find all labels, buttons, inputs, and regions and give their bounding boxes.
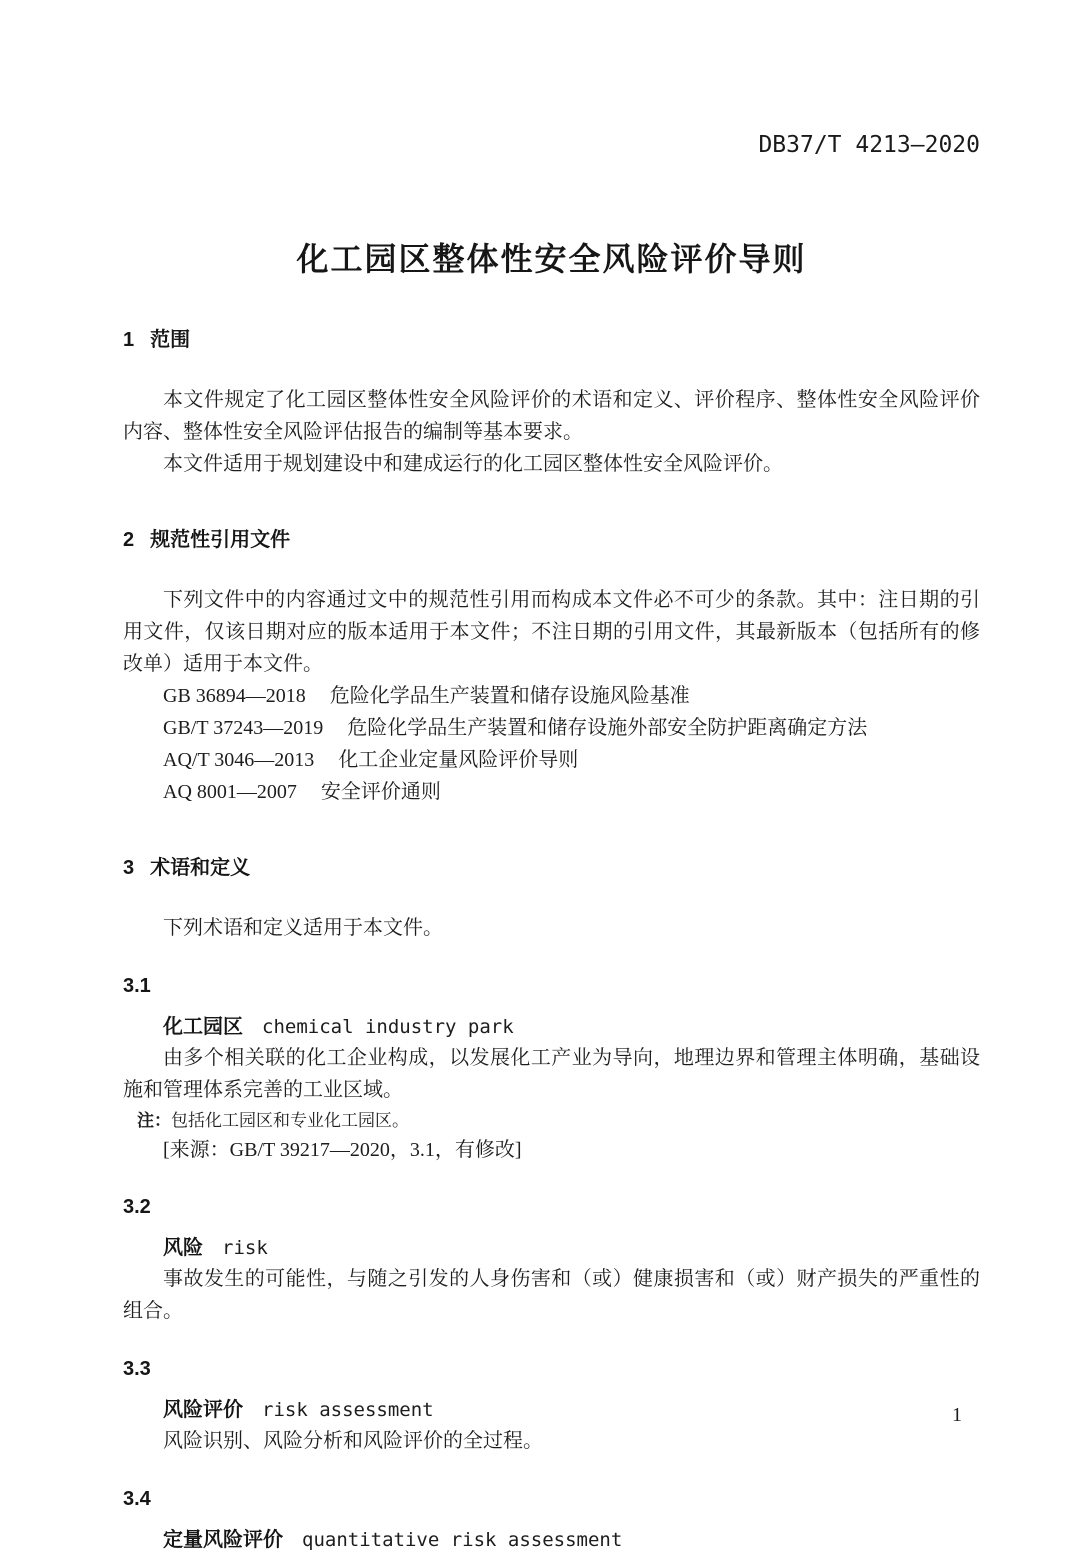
reference-item bbox=[123, 680, 980, 712]
reference-item bbox=[123, 744, 980, 776]
term-heading bbox=[123, 1395, 980, 1425]
term-clause-number: 3.1 bbox=[123, 975, 151, 997]
term-clause-number: 3.4 bbox=[123, 1488, 151, 1510]
reference-item bbox=[123, 776, 980, 808]
terms-intro: 下列术语和定义适用于本文件。 bbox=[163, 917, 443, 939]
term-heading bbox=[123, 1525, 980, 1555]
reference-list bbox=[123, 680, 980, 808]
term-block bbox=[123, 974, 980, 1165]
term-name-english: risk assessment bbox=[262, 1399, 434, 1421]
term-note-label: 注： bbox=[137, 1111, 171, 1130]
term-name-chinese: 风险 bbox=[163, 1237, 203, 1259]
terms-list bbox=[123, 974, 980, 1555]
term-definition: 由多个相关联的化工企业构成，以发展化工产业为导向，地理边界和管理主体明确，基础设施和管理体系完善的工业区域。 bbox=[123, 1047, 980, 1101]
reference-code: GB/T 37243—2019 bbox=[163, 717, 324, 739]
section-title: 术语和定义 bbox=[150, 857, 251, 879]
term-name-english: quantitative risk assessment bbox=[302, 1529, 623, 1551]
term-note-text: 包括化工园区和专业化工园区。 bbox=[171, 1111, 409, 1130]
reference-title: 危险化学品生产装置和储存设施外部安全防护距离确定方法 bbox=[347, 717, 868, 739]
page-number: 1 bbox=[952, 1404, 962, 1426]
reference-code: AQ/T 3046—2013 bbox=[163, 749, 315, 771]
section-number: 2 bbox=[123, 529, 135, 551]
term-name-english: chemical industry park bbox=[262, 1016, 514, 1038]
term-heading bbox=[123, 1012, 980, 1042]
term-source: [来源：GB/T 39217—2020，3.1，有修改] bbox=[163, 1139, 522, 1161]
term-definition: 风险识别、风险分析和风险评价的全过程。 bbox=[163, 1430, 543, 1452]
standard-code: DB37/T 4213—2020 bbox=[758, 132, 980, 158]
section-number: 3 bbox=[123, 857, 135, 879]
document-title: 化工园区整体性安全风险评价导则 bbox=[296, 241, 807, 277]
term-definition: 事故发生的可能性，与随之引发的人身伤害和（或）健康损害和（或）财产损失的严重性的组合。 bbox=[123, 1268, 980, 1322]
term-block bbox=[123, 1487, 980, 1555]
reference-title: 安全评价通则 bbox=[320, 781, 441, 803]
section-title: 规范性引用文件 bbox=[150, 529, 291, 551]
section-heading-scope bbox=[123, 328, 980, 352]
term-name-english: risk bbox=[222, 1237, 268, 1259]
section-title: 范围 bbox=[150, 329, 191, 351]
term-name-chinese: 风险评价 bbox=[163, 1399, 243, 1421]
term-block bbox=[123, 1357, 980, 1457]
term-heading bbox=[123, 1233, 980, 1263]
scope-paragraph-1: 本文件规定了化工园区整体性安全风险评价的术语和定义、评价程序、整体性安全风险评价内容、整体性安全风险评估报告的编制等基本要求。 bbox=[123, 389, 980, 443]
term-block bbox=[123, 1195, 980, 1327]
reference-title: 危险化学品生产装置和储存设施风险基准 bbox=[329, 685, 690, 707]
scope-paragraph-2: 本文件适用于规划建设中和建成运行的化工园区整体性安全风险评价。 bbox=[163, 453, 783, 475]
section-heading-references bbox=[123, 528, 980, 552]
reference-title: 化工企业定量风险评价导则 bbox=[338, 749, 579, 771]
reference-item bbox=[123, 712, 980, 744]
section-number: 1 bbox=[123, 329, 135, 351]
references-intro: 下列文件中的内容通过文中的规范性引用而构成本文件必不可少的条款。其中：注日期的引用文件，仅该日期对应的版本适用于本文件；不注日期的引用文件，其最新版本（包括所有的修改单）适用于本文件。 bbox=[123, 589, 980, 675]
reference-code: AQ 8001—2007 bbox=[163, 781, 297, 803]
term-note bbox=[137, 1106, 980, 1135]
section-heading-terms bbox=[123, 856, 980, 880]
reference-code: GB 36894—2018 bbox=[163, 685, 306, 707]
term-name-chinese: 化工园区 bbox=[163, 1016, 243, 1038]
term-name-chinese: 定量风险评价 bbox=[163, 1529, 283, 1551]
term-clause-number: 3.2 bbox=[123, 1196, 151, 1218]
term-clause-number: 3.3 bbox=[123, 1358, 151, 1380]
